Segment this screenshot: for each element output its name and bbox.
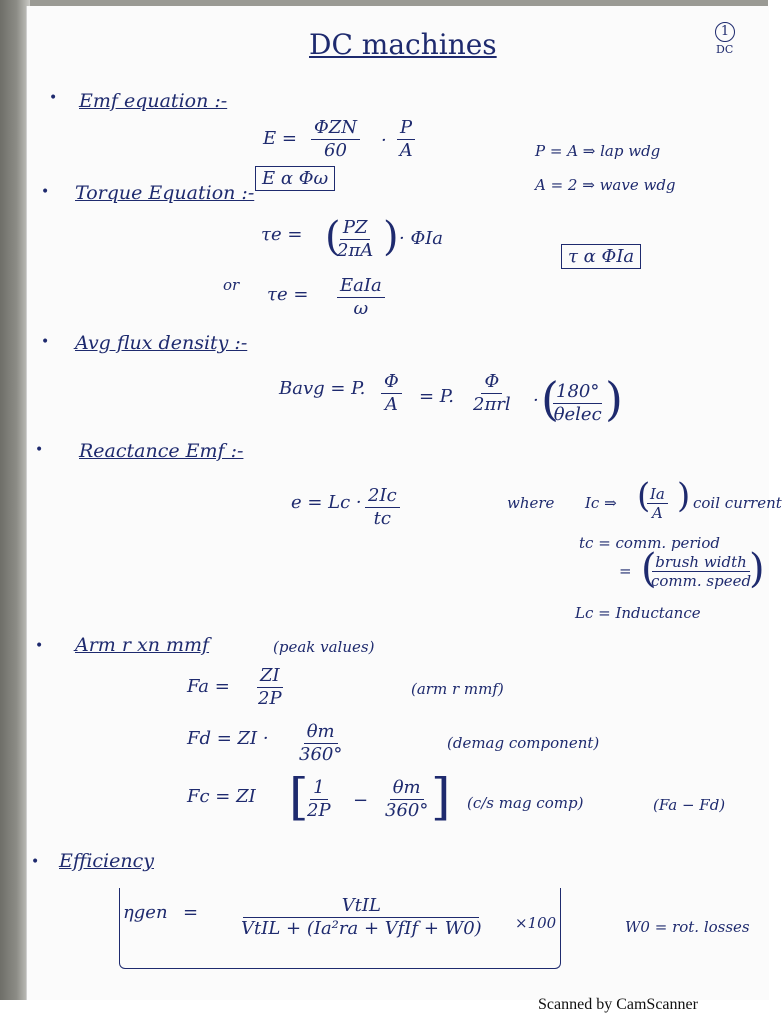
armature-heading: Arm r xn mmf: [75, 634, 210, 656]
reactance-lhs: e = Lc ·: [291, 492, 362, 513]
bracket-left: [: [289, 768, 309, 826]
bullet: •: [35, 638, 44, 654]
reactance-tc-line: tc = comm. period: [579, 534, 721, 552]
paren-right: ): [605, 372, 623, 426]
reactance-fraction: $\frac{2Ic}{tc}$: [365, 486, 400, 530]
emf-note-wave: A = 2 ⇒ wave wdg: [535, 176, 676, 194]
page-number: 1: [715, 22, 735, 42]
torque-lhs-2: τe =: [267, 284, 309, 305]
paren-left: (: [641, 546, 657, 592]
flux-heading: Avg flux density :-: [75, 332, 248, 354]
fa-lhs: Fa =: [187, 676, 230, 697]
flux-fraction-3: 180° θelec: [553, 381, 602, 425]
emf-lhs: E =: [263, 128, 297, 149]
bullet: •: [41, 184, 50, 200]
fc-note: (c/s mag comp): [467, 794, 584, 812]
torque-heading: Torque Equation :-: [75, 182, 255, 204]
emf-fraction: ΦZN 60: [311, 118, 360, 162]
paren-left: (: [325, 214, 341, 260]
reactance-ic-desc: coil current: [693, 494, 782, 512]
emf-boxed-relation: E α Φω: [255, 166, 335, 191]
efficiency-mult: ×100: [515, 914, 557, 932]
torque-boxed-relation: τ α ΦIa: [561, 244, 641, 269]
reactance-ic-lhs: Ic ⇒: [585, 494, 617, 512]
torque-fraction-2: EaIa ω: [337, 276, 385, 320]
fd-fraction: $\frac{\theta m}{360^\circ}$: [299, 721, 343, 765]
fc-note-2: (Fa − Fd): [653, 796, 726, 814]
reactance-tc-fraction: brush width comm. speed: [651, 553, 752, 591]
bullet: •: [35, 442, 44, 458]
fd-note: (demag component): [447, 734, 600, 752]
fa-fraction: $\frac{ZI}{2P}$: [258, 665, 282, 709]
reactance-tc-eq: =: [619, 562, 632, 580]
efficiency-lhs: ηgen: [123, 902, 168, 923]
flux-dot: ·: [533, 390, 539, 411]
paren-right: ): [677, 476, 691, 516]
paren-right: ): [749, 546, 765, 592]
bullet: •: [31, 854, 40, 870]
scanner-watermark: Scanned by CamScanner: [538, 996, 698, 1013]
paren-left: (: [637, 476, 651, 516]
fc-fraction-1: $\frac{1}{2P}$: [307, 777, 331, 821]
fa-note: (arm r mmf): [411, 680, 504, 698]
reactance-lc-line: Lc = Inductance: [575, 604, 701, 622]
reactance-ic-fraction: $\frac{Ia}{A}$: [647, 486, 668, 523]
efficiency-eq: =: [183, 902, 199, 923]
flux-lhs: Bavg = P.: [279, 378, 366, 399]
flux-fraction-2: Φ 2πrl: [473, 371, 511, 415]
flux-eq: = P.: [419, 386, 454, 407]
efficiency-heading: Efficiency: [59, 850, 154, 872]
reactance-heading: Reactance Emf :-: [79, 440, 244, 462]
torque-fraction-1: $\frac{PZ}{2\pi A}$: [337, 217, 374, 261]
paren-left: (: [541, 372, 559, 426]
bracket-right: ]: [431, 768, 451, 826]
page-title: DC machines: [309, 28, 497, 61]
torque-or: or: [223, 276, 240, 294]
fc-lhs: Fc = ZI: [187, 786, 256, 807]
efficiency-fraction: VtIL VtIL + (Ia²ra + VfIf + W0): [241, 895, 482, 939]
fc-minus: −: [353, 790, 369, 811]
notebook-page: [26, 6, 782, 1000]
reactance-where: where: [507, 494, 555, 512]
fd-lhs: Fd = ZI ·: [187, 728, 269, 749]
emf-note-lap: P = A ⇒ lap wdg: [535, 142, 661, 160]
page-tag: DC: [716, 43, 734, 56]
torque-rest-1: · ΦIa: [399, 228, 444, 249]
armature-heading-note: (peak values): [273, 638, 375, 656]
emf-heading: Emf equation :-: [79, 90, 228, 112]
emf-p-over-a: $\frac{P}{A}$: [397, 118, 415, 162]
paren-right: ): [383, 214, 399, 260]
emf-dot: ·: [381, 130, 387, 151]
fc-fraction-2: $\frac{\theta m}{360^\circ}$: [385, 777, 429, 821]
bullet: •: [41, 334, 50, 350]
bullet: •: [49, 90, 58, 106]
flux-fraction-1: $\frac{\Phi}{A}$: [381, 372, 402, 416]
torque-lhs-1: τe =: [261, 224, 303, 245]
efficiency-note: W0 = rot. losses: [625, 918, 750, 936]
